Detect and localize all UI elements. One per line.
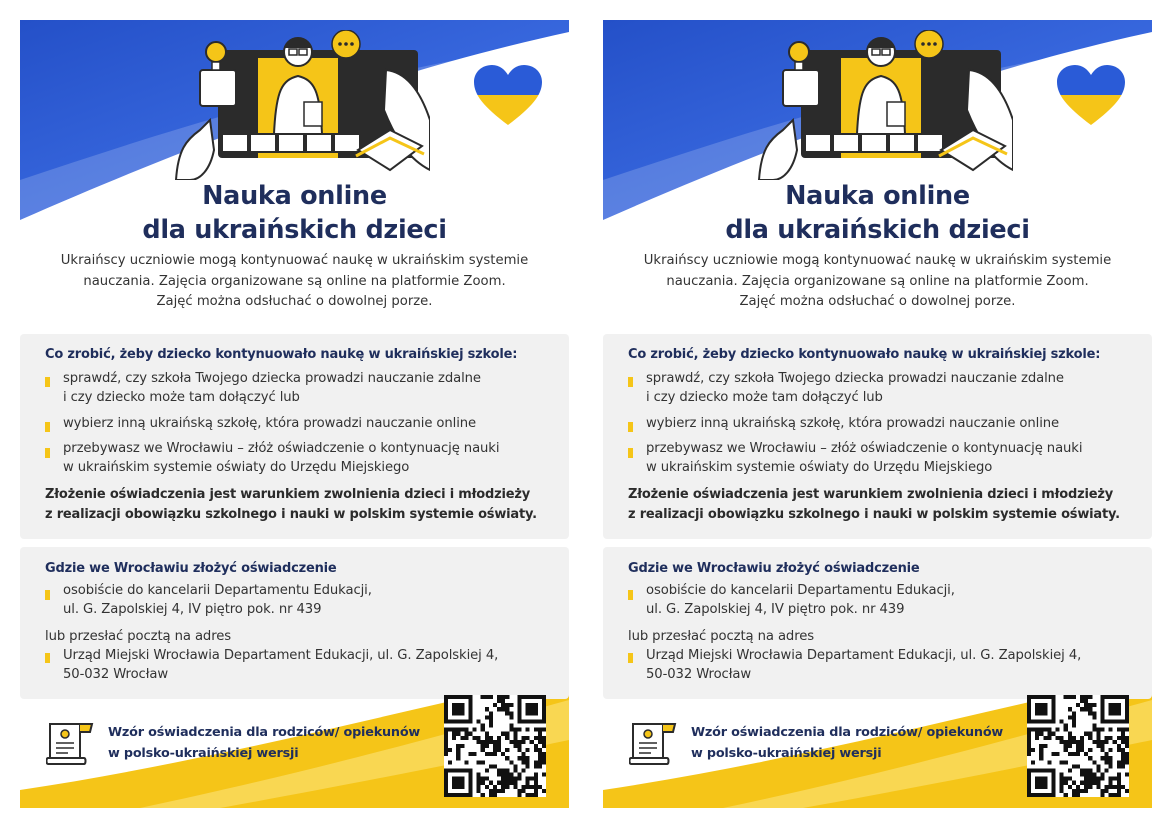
- bullet-marker: [45, 653, 50, 663]
- heart-icon: [1057, 65, 1125, 127]
- or-text: lub przesłać pocztą na adres: [628, 629, 815, 644]
- document-icon: [46, 720, 100, 766]
- form-download-text: Wzór oświadczenia dla rodziców/ opiekunów: [108, 725, 421, 740]
- requirement-note: Złożenie oświadczenia jest warunkiem zwolnienia dzieci i młodzieży: [45, 487, 530, 502]
- instructions-panel: [603, 334, 1152, 539]
- form-download-text: w polsko-ukraińskiej wersji: [691, 746, 882, 761]
- submission-heading: Gdzie we Wrocławiu złożyć oświadczenie: [45, 561, 337, 576]
- bullet-marker: [45, 377, 50, 387]
- list-item-cont: 50-032 Wrocław: [646, 667, 752, 682]
- intro-line: nauczania. Zajęcia organizowane są online na platformie Zoom.: [666, 274, 1089, 289]
- qr-code[interactable]: [444, 695, 546, 797]
- list-item-cont: i czy dziecko może tam dołączyć lub: [646, 390, 883, 405]
- list-item-cont: 50-032 Wrocław: [63, 667, 169, 682]
- submission-heading: Gdzie we Wrocławiu złożyć oświadczenie: [628, 561, 920, 576]
- bullet-marker: [628, 653, 633, 663]
- instructions-heading: Co zrobić, żeby dziecko kontynuowało naukę w ukraińskiej szkole:: [45, 347, 518, 362]
- list-item-cont: ul. G. Zapolskiej 4, IV piętro pok. nr 439: [646, 602, 905, 617]
- form-download-text: Wzór oświadczenia dla rodziców/ opiekunów: [691, 725, 1004, 740]
- speech-bubble-icon: [915, 30, 943, 58]
- intro-line: Zajęć można odsłuchać o dowolnej porze.: [156, 294, 433, 309]
- requirement-note: z realizacji obowiązku szkolnego i nauki w polskim systemie oświaty.: [45, 507, 537, 522]
- or-text: lub przesłać pocztą na adres: [45, 629, 232, 644]
- list-item: wybierz inną ukraińską szkołę, która prowadzi nauczanie online: [63, 416, 477, 431]
- bullet-marker: [628, 422, 633, 432]
- list-item-cont: w ukraińskim systemie oświaty do Urzędu Miejskiego: [646, 460, 993, 475]
- bullet-marker: [45, 590, 50, 600]
- bullet-marker: [628, 590, 633, 600]
- intro-line: Ukraińscy uczniowie mogą kontynuować naukę w ukraińskim systemie: [643, 253, 1112, 268]
- page-title: Nauka online: [785, 181, 970, 211]
- bullet-marker: [45, 448, 50, 458]
- list-item: Urząd Miejski Wrocławia Departament Edukacji, ul. G. Zapolskiej 4,: [646, 648, 1082, 663]
- intro-line: Ukraińscy uczniowie mogą kontynuować naukę w ukraińskim systemie: [60, 253, 529, 268]
- bullet-marker: [628, 448, 633, 458]
- list-item: osobiście do kancelarii Departamentu Edukacji,: [646, 583, 955, 598]
- submission-panel: [603, 547, 1152, 699]
- document-icon: [629, 720, 683, 766]
- list-item: sprawdź, czy szkoła Twojego dziecka prowadzi nauczanie zdalne: [63, 371, 481, 386]
- submission-panel: [20, 547, 569, 699]
- list-item-cont: ul. G. Zapolskiej 4, IV piętro pok. nr 439: [63, 602, 322, 617]
- page-title-line2: dla ukraińskich dzieci: [142, 215, 447, 245]
- list-item: sprawdź, czy szkoła Twojego dziecka prowadzi nauczanie zdalne: [646, 371, 1064, 386]
- bullet-marker: [45, 422, 50, 432]
- list-item-cont: w ukraińskim systemie oświaty do Urzędu Miejskiego: [63, 460, 410, 475]
- instructions-panel: [20, 334, 569, 539]
- page-title-line2: dla ukraińskich dzieci: [725, 215, 1030, 245]
- bullet-marker: [628, 377, 633, 387]
- list-item: wybierz inną ukraińską szkołę, która prowadzi nauczanie online: [646, 416, 1060, 431]
- speech-bubble-icon: [332, 30, 360, 58]
- list-item: przebywasz we Wrocławiu – złóż oświadczenie o kontynuację nauki: [63, 441, 500, 456]
- list-item-cont: i czy dziecko może tam dołączyć lub: [63, 390, 300, 405]
- online-lesson-illustration: [753, 30, 1013, 180]
- flyer-right: [603, 20, 1152, 808]
- list-item: przebywasz we Wrocławiu – złóż oświadczenie o kontynuację nauki: [646, 441, 1083, 456]
- instructions-heading: Co zrobić, żeby dziecko kontynuowało naukę w ukraińskiej szkole:: [628, 347, 1101, 362]
- form-download-text: w polsko-ukraińskiej wersji: [108, 746, 299, 761]
- requirement-note: Złożenie oświadczenia jest warunkiem zwolnienia dzieci i młodzieży: [628, 487, 1113, 502]
- qr-code[interactable]: [1027, 695, 1129, 797]
- heart-icon: [474, 65, 542, 127]
- requirement-note: z realizacji obowiązku szkolnego i nauki w polskim systemie oświaty.: [628, 507, 1120, 522]
- intro-line: Zajęć można odsłuchać o dowolnej porze.: [739, 294, 1016, 309]
- online-lesson-illustration: [170, 30, 430, 180]
- page-title: Nauka online: [202, 181, 387, 211]
- intro-line: nauczania. Zajęcia organizowane są online na platformie Zoom.: [83, 274, 506, 289]
- list-item: osobiście do kancelarii Departamentu Edukacji,: [63, 583, 372, 598]
- flyer-left: [20, 20, 569, 808]
- list-item: Urząd Miejski Wrocławia Departament Edukacji, ul. G. Zapolskiej 4,: [63, 648, 499, 663]
